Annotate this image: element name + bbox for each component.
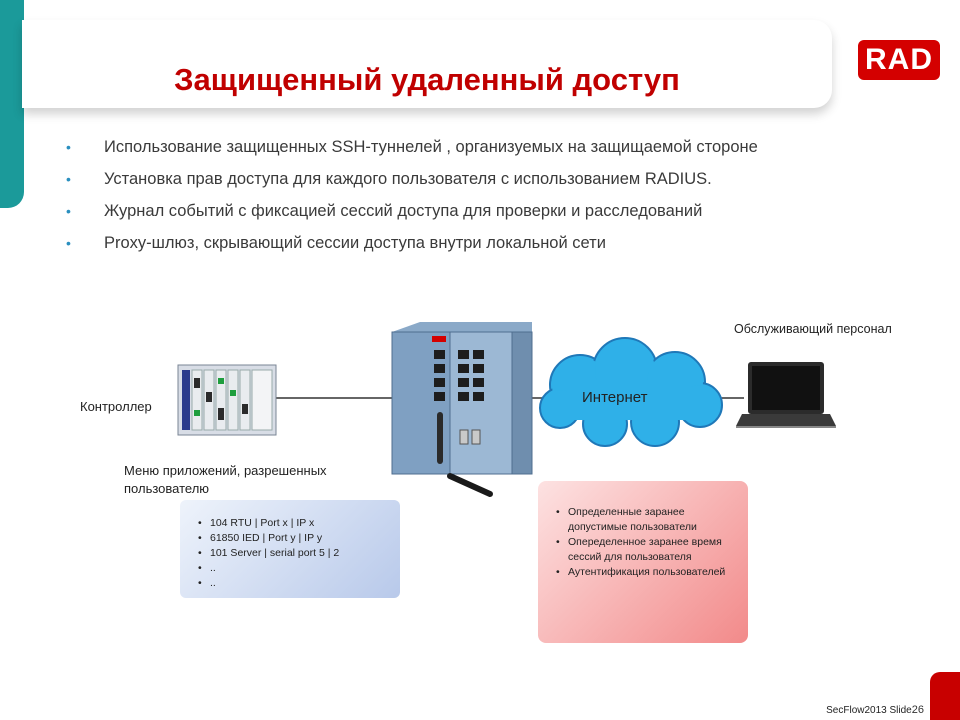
allowed-app-item: • 101 Server | serial port 5 | 2 xyxy=(196,546,339,561)
bullet-dot-icon: • xyxy=(66,203,71,219)
bullet-dot-icon: • xyxy=(66,139,71,155)
allowed-app-item: • .. xyxy=(196,576,339,591)
slide-footer xyxy=(826,704,924,716)
controller-label: Контроллер xyxy=(80,399,152,414)
allowed-apps-list xyxy=(196,516,339,591)
staff-label: Обслуживающий персонал xyxy=(734,322,892,336)
allowed-app-item: • 104 RTU | Port x | IP x xyxy=(196,516,339,531)
corner-accent xyxy=(930,672,960,720)
bullet-dot-icon: • xyxy=(66,235,71,251)
bullet-text: Установка прав доступа для каждого пользователя с использованием RADIUS. xyxy=(104,170,712,188)
auth-policy-item: • Определенные заранее допустимые пользователи xyxy=(554,505,738,535)
bullet-dot-icon: • xyxy=(66,171,71,187)
auth-policy-item: • Аутентификация пользователей xyxy=(554,565,738,580)
slide-number: 26 xyxy=(911,704,924,716)
auth-policy-list xyxy=(554,505,738,580)
laptop-icon xyxy=(736,362,836,428)
bullet-text: Журнал событий с фиксацией сессий доступа для проверки и расследований xyxy=(104,202,703,220)
footer-text: SecFlow2013 Slide xyxy=(826,705,912,716)
page-title: Защищенный удаленный доступ xyxy=(174,62,680,97)
bullet-text: Proxy-шлюз, скрывающий сессии доступа внутри локальной сети xyxy=(104,234,606,252)
secflow-gateway-device-icon xyxy=(392,322,532,494)
bullet-text: Использование защищенных SSH-туннелей , организуемых на защищаемой стороне xyxy=(104,138,758,156)
auth-policy-item: • Опеределенное заранее время сессий для пользователя xyxy=(554,535,738,565)
auth-policy-scroll xyxy=(538,481,748,643)
internet-label: Интернет xyxy=(582,389,648,406)
menu-heading: Меню приложений, разрешенных пользователю xyxy=(124,463,327,496)
controller-rack-icon xyxy=(178,365,276,435)
allowed-app-item: • 61850 IED | Port y | IP y xyxy=(196,531,339,546)
allowed-apps-scroll xyxy=(180,500,400,598)
allowed-app-item: • .. xyxy=(196,561,339,576)
rad-logo: RAD xyxy=(858,40,940,80)
